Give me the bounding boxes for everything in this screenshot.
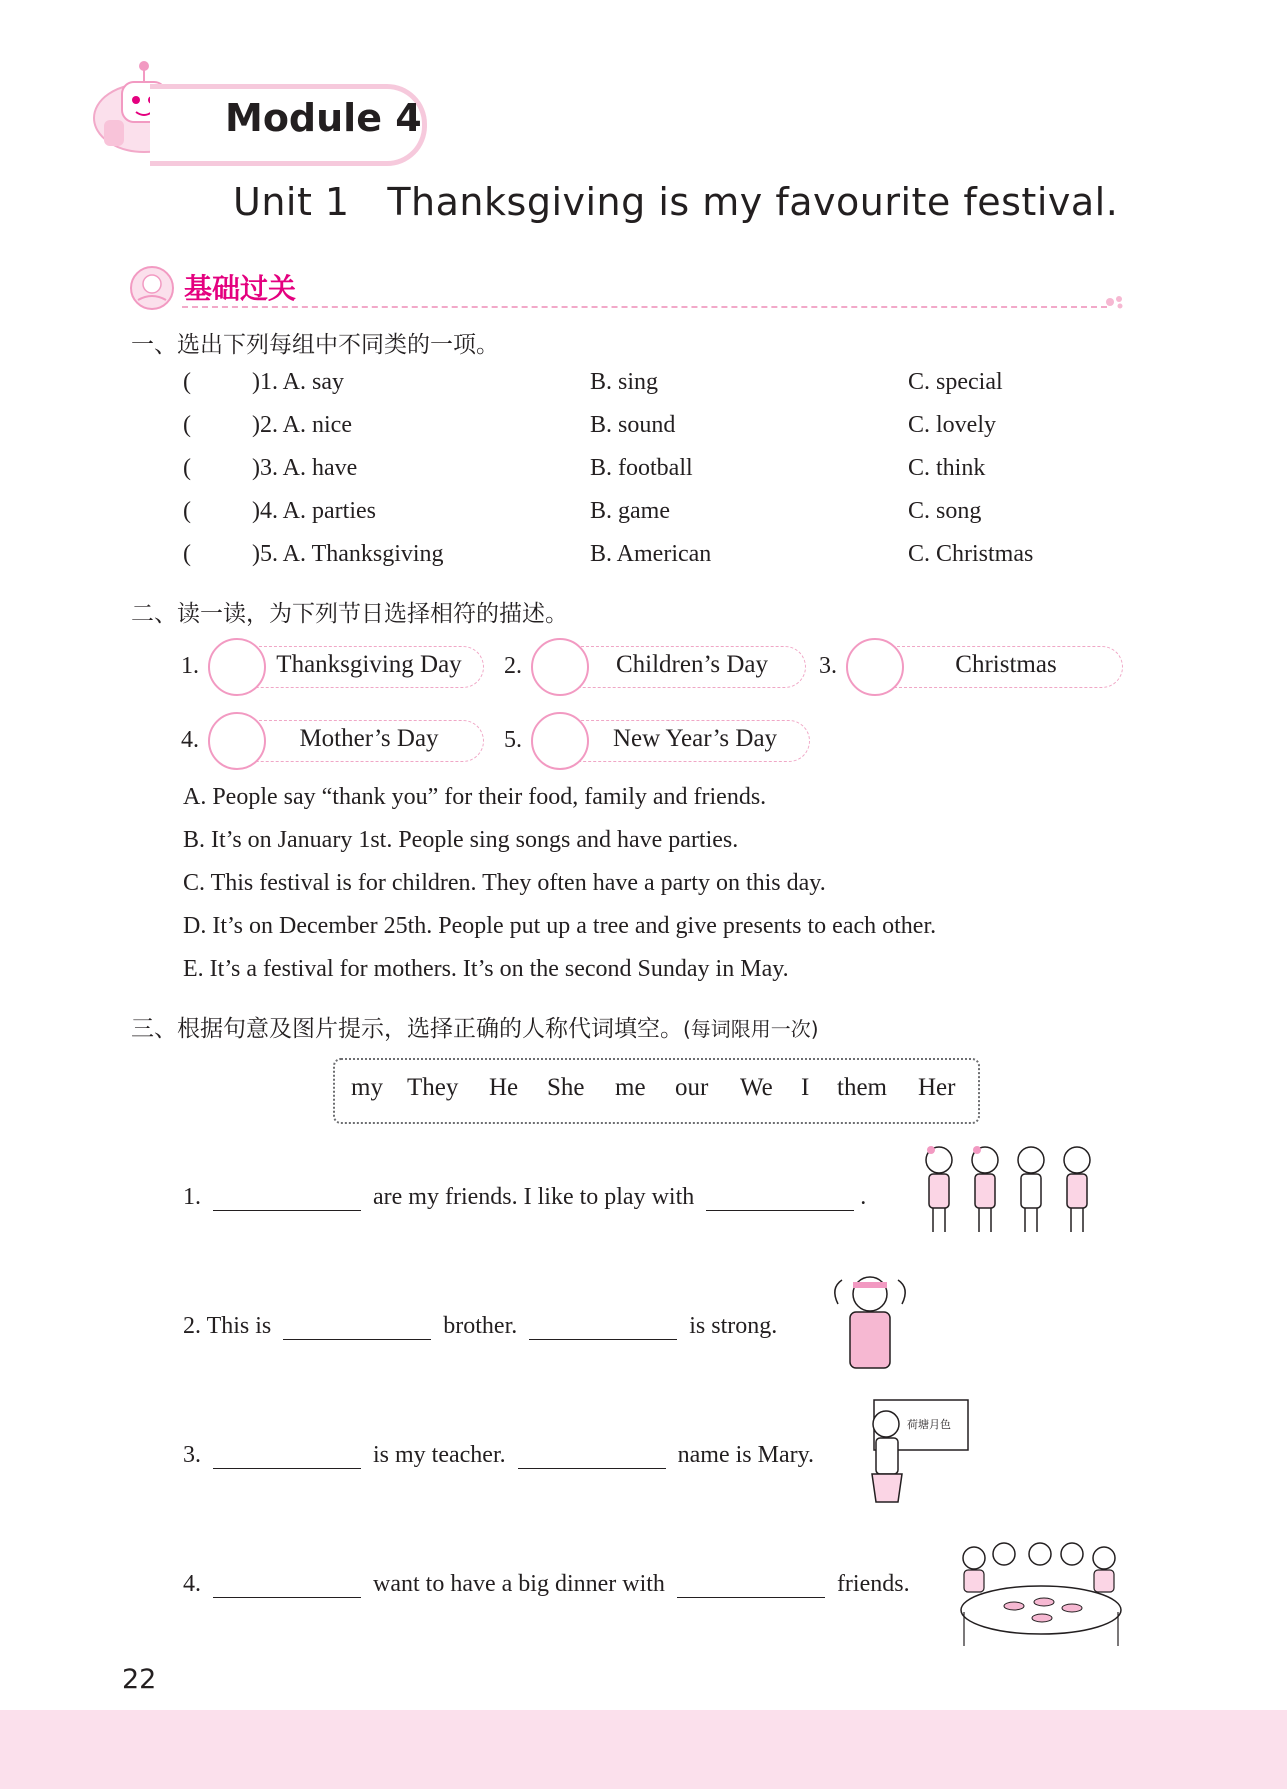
word-bank-item: me <box>615 1074 646 1101</box>
festival-number: 4. <box>181 727 199 753</box>
section-title: 基础过关 <box>184 272 297 305</box>
four-kids-illustration <box>915 1140 1115 1240</box>
option-a: )5. A. Thanksgiving <box>252 541 444 567</box>
section-globe-icon <box>128 264 176 312</box>
unit-title: Unit 1 Thanksgiving is my favourite festival. <box>233 180 1119 224</box>
description-b: B. It’s on January 1st. People sing songs and have parties. <box>183 827 739 853</box>
festival-label: New Year’s Day <box>612 725 778 752</box>
answer-paren[interactable]: ( <box>183 541 191 567</box>
blank-input[interactable] <box>518 1442 666 1469</box>
option-c: C. song <box>908 498 982 524</box>
description-e: E. It’s a festival for mothers. It’s on the second Sunday in May. <box>183 956 789 982</box>
option-b: B. American <box>590 541 712 567</box>
word-bank-item: She <box>547 1074 585 1101</box>
festival-label: Christmas <box>955 651 1057 678</box>
option-a: )2. A. nice <box>252 412 352 438</box>
answer-circle[interactable] <box>846 638 904 696</box>
option-a: )1. A. say <box>252 369 344 395</box>
word-bank-item: He <box>489 1074 519 1101</box>
sentence-4 <box>183 1571 910 1598</box>
word-bank-item: We <box>740 1074 773 1101</box>
blank-input[interactable] <box>213 1184 361 1211</box>
sentence-text: . <box>860 1184 867 1210</box>
section-divider <box>182 306 1107 308</box>
page-number: 22 <box>122 1664 157 1695</box>
description-c: C. This festival is for children. They often have a party on this day. <box>183 870 826 896</box>
answer-paren[interactable]: ( <box>183 412 191 438</box>
word-bank-item: them <box>837 1074 887 1101</box>
festival-label: Mother’s Day <box>299 725 439 752</box>
q1-heading: 一、选出下列每组中不同类的一项。 <box>131 332 499 358</box>
blank-input[interactable] <box>283 1313 431 1340</box>
answer-circle[interactable] <box>531 638 589 696</box>
option-b: B. football <box>590 455 693 481</box>
festival-number: 3. <box>819 653 837 679</box>
blank-input[interactable] <box>706 1184 854 1211</box>
sentence-2 <box>183 1313 777 1340</box>
strong-boy-illustration <box>820 1270 920 1380</box>
festival-label: Thanksgiving Day <box>276 651 462 678</box>
sentence-text: This is <box>206 1313 272 1339</box>
sentence-1 <box>183 1184 866 1211</box>
option-c: C. lovely <box>908 412 996 438</box>
divider-dots-icon <box>1104 294 1126 310</box>
sentence-text: is strong. <box>689 1313 778 1339</box>
option-a: )4. A. parties <box>252 498 376 524</box>
answer-circle[interactable] <box>531 712 589 770</box>
sentence-3 <box>183 1442 814 1469</box>
description-a: A. People say “thank you” for their food, family and friends. <box>183 784 767 810</box>
family-dinner-illustration <box>954 1540 1129 1648</box>
festival-number: 5. <box>504 727 522 753</box>
sentence-text: are my friends. I like to play with <box>373 1184 695 1210</box>
answer-paren[interactable]: ( <box>183 369 191 395</box>
sentence-number: 3. <box>183 1442 201 1468</box>
blank-input[interactable] <box>677 1571 825 1598</box>
option-c: C. Christmas <box>908 541 1034 567</box>
blank-input[interactable] <box>529 1313 677 1340</box>
module-title: Module 4 <box>225 96 422 140</box>
sentence-number: 2. <box>183 1313 201 1339</box>
festival-number: 2. <box>504 653 522 679</box>
option-b: B. sing <box>590 369 659 395</box>
option-a: )3. A. have <box>252 455 358 481</box>
answer-paren[interactable]: ( <box>183 455 191 481</box>
blank-input[interactable] <box>213 1571 361 1598</box>
sentence-text: is my teacher. <box>373 1442 506 1468</box>
answer-paren[interactable]: ( <box>183 498 191 524</box>
option-b: B. sound <box>590 412 676 438</box>
answer-circle[interactable] <box>208 712 266 770</box>
sentence-text: name is Mary. <box>677 1442 815 1468</box>
festival-label: Children’s Day <box>615 651 769 678</box>
word-bank-item: our <box>675 1074 709 1101</box>
option-c: C. special <box>908 369 1003 395</box>
sentence-text: want to have a big dinner with <box>373 1571 665 1597</box>
word-bank-item: my <box>351 1074 383 1101</box>
blank-input[interactable] <box>213 1442 361 1469</box>
sentence-text: friends. <box>836 1571 910 1597</box>
footer-band <box>0 1710 1287 1789</box>
q2-heading: 二、读一读，为下列节日选择相符的描述。 <box>131 601 568 627</box>
q3-heading-text: 三、根据句意及图片提示，选择正确的人称代词填空。 <box>131 1016 683 1042</box>
option-b: B. game <box>590 498 670 524</box>
option-c: C. think <box>908 455 986 481</box>
board-text: 荷塘月色 <box>907 1418 951 1431</box>
sentence-text: brother. <box>443 1313 518 1339</box>
description-d: D. It’s on December 25th. People put up a tree and give presents to each other. <box>183 913 937 939</box>
word-bank-item: Her <box>918 1074 956 1101</box>
word-bank-item: I <box>801 1074 810 1101</box>
festival-number: 1. <box>181 653 199 679</box>
word-bank-item: They <box>407 1074 459 1101</box>
sentence-number: 1. <box>183 1184 201 1210</box>
q3-heading <box>131 1010 819 1043</box>
answer-circle[interactable] <box>208 638 266 696</box>
sentence-number: 4. <box>183 1571 201 1597</box>
q3-hint: (每词限用一次) <box>683 1017 819 1041</box>
